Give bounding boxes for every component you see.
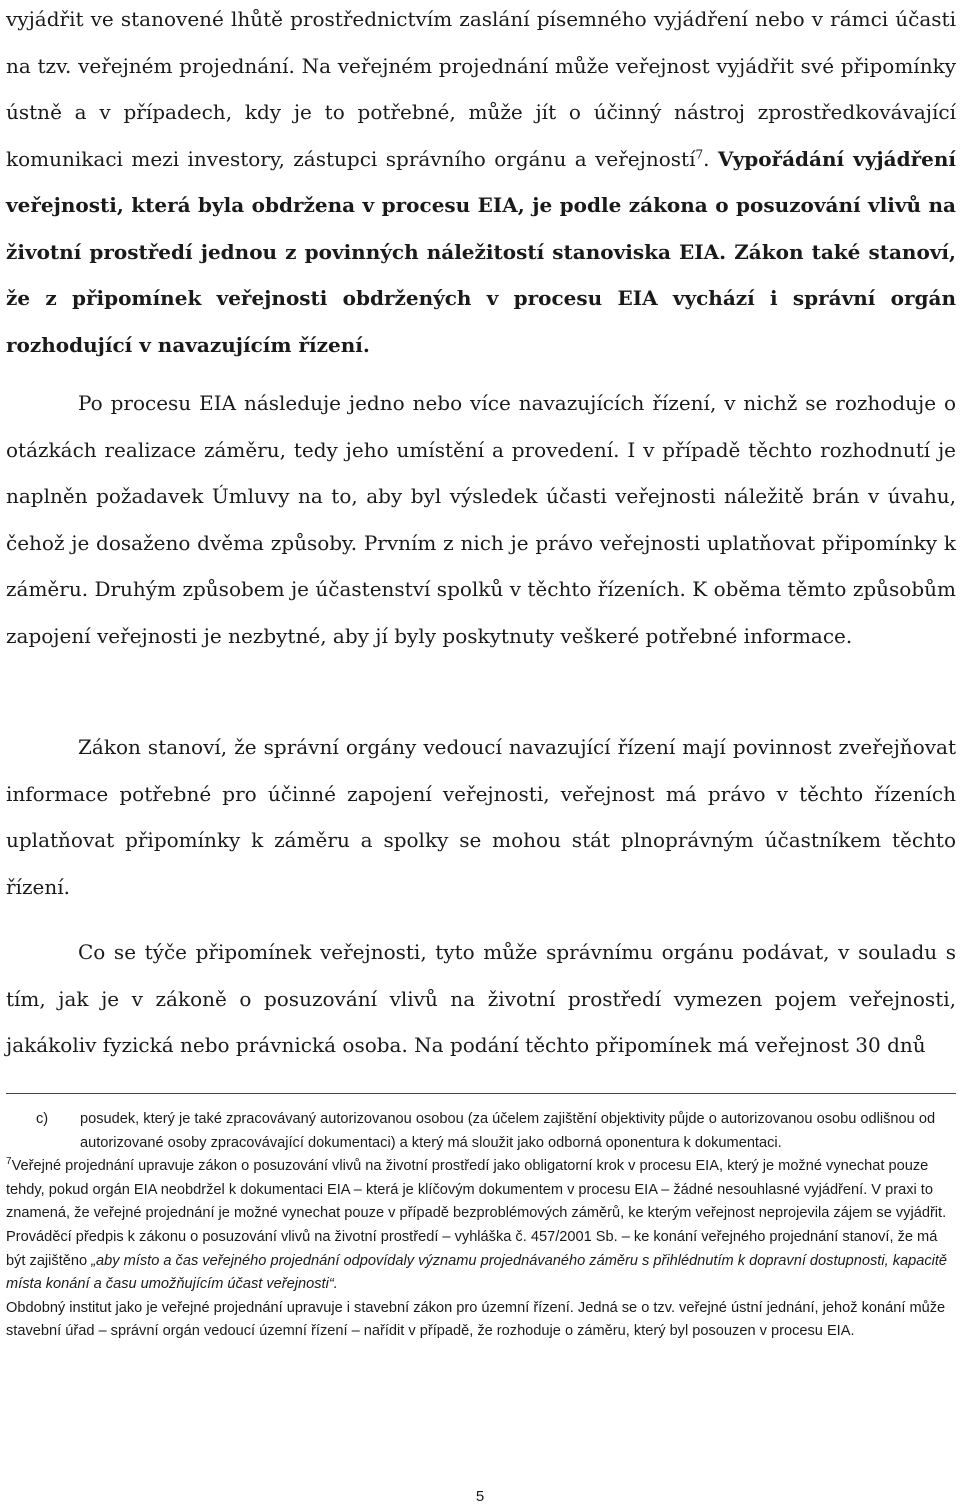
- footnote-7: [6, 1155, 952, 1344]
- footnote-text: Veřejné projednání upravuje zákon o posuzování vlivů na životní prostředí jako obligatorní krok v procesu EIA, který je možné vynechat pouze tehdy, pokud orgán EIA neobdržel k dokumentaci EIA – která je klíčovým dokumentem v procesu EIA – žádné nesouhlasné vyjádření. V praxi to znamená, že veřejné projednání je možné vynechat pouze v případě bezproblémových záměrů, ke kterým veřejnost neprojevila zájem se vyjádřit. Prováděcí předpis k zákonu o posuzování vlivů na životní prostředí – vyhláška č. 457/2001 Sb. – ke konání veřejného projednání stanoví, že má být zajištěno: [6, 1158, 947, 1269]
- paragraph-text: vyjádřit ve stanovené lhůtě prostřednictvím zaslání písemného vyjádření nebo v rámci účasti na tzv. veřejném projednání. Na veřejném projednání může veřejnost vyjádřit své připomínky ústně a v případech, kdy je to potřebné, může jít o účinný nástroj zprostředkovávající komunikaci mezi investory, zástupci správního orgánu a veřejností: [6, 7, 956, 171]
- paragraph-public-comments: Co se týče připomínek veřejnosti, tyto může správnímu orgánu podávat, v souladu s tím, jak je v zákoně o posuzování vlivů na životní prostředí vymezen pojem veřejnosti, jakákoliv fyzická nebo právnická osoba. Na podání těchto připomínek má veřejnost 30 dnů: [6, 940, 956, 1057]
- list-item-text: posudek, který je také zpracovávaný autorizovanou osobou (za účelem zajištění objektivity půjde o autorizovanou osobu odlišnou od autorizované osoby zpracovávající dokumentaci) a který má sloužit jako odborná oponentura k dokumentaci.: [80, 1111, 936, 1151]
- footnote-number: 7: [6, 1156, 12, 1168]
- footnote-text-continued: Obdobný institut jako je veřejné projednání upravuje i stavební zákon pro územní řízení. Jedná se o tzv. veřejné ústní jednání, jehož konání může stavební úřad – správní orgán vedoucí územní řízení – nařídit v případě, že rozhoduje o záměru, který byl posouzen v procesu EIA.: [6, 1299, 946, 1340]
- footnote-quote: „aby místo a čas veřejného projednání odpovídaly významu projednávaného záměru s přihlédnutím k dopravní dostupnosti, kapacitě místa konání a času umožňujícím účast veřejnosti“.: [6, 1252, 948, 1293]
- list-marker: c): [36, 1111, 49, 1127]
- footnotes-area: [6, 1108, 952, 1344]
- footnote-reference[interactable]: 7: [695, 146, 704, 161]
- paragraph-public-hearing: vyjádřit ve stanovené lhůtě prostřednictvím zaslání písemného vyjádření nebo v rámci účasti na tzv. veřejném projednání. Na veřejném projednání může veřejnost vyjádřit své připomínky ústně a v případech, kdy je to potřebné, může jít o účinný nástroj zprostředkovávající komunikaci mezi investory, zástupci správního orgánu a veřejností$^7$. Vypořádání vyjádření veřejnosti, která byla obdržena v procesu EIA, je podle zákona o posuzování vlivů na životní prostředí jednou z povinných náležitostí stanoviska EIA. Zákon také stanoví, že z připomínek veřejnosti obdržených v procesu EIA vychází i správní orgán rozhodující v navazujícím řízení.: [6, 7, 956, 357]
- paragraph-follow-up-proceedings: Po procesu EIA následuje jedno nebo více navazujících řízení, v nichž se rozhoduje o otázkách realizace záměru, tedy jeho umístění a provedení. I v případě těchto rozhodnutí je naplněn požadavek Úmluvy na to, aby byl výsledek účasti veřejnosti náležitě brán v úvahu, čehož je dosaženo dvěma způsoby. Prvním z nich je právo veřejnosti uplatňovat připomínky k záměru. Druhým způsobem je účastenství spolků v těchto řízeních. K oběma těmto způsobům zapojení veřejnosti je nezbytné, aby jí byly poskytnuty veškeré potřebné informace.: [6, 391, 956, 648]
- paragraph-law-statement: Zákon stanoví, že správní orgány vedoucí navazující řízení mají povinnost zveřejňovat informace potřebné pro účinné zapojení veřejnosti, veřejnost má právo v těchto řízeních uplatňovat připomínky k záměru a spolky se mohou stát plnoprávným účastníkem těchto řízení.: [6, 735, 956, 899]
- bold-statement: Vypořádání vyjádření veřejnosti, která byla obdržena v procesu EIA, je podle zákona o posuzování vlivů na životní prostředí jednou z povinných náležitostí stanoviska EIA. Zákon také stanoví, že z připomínek veřejnosti obdržených v procesu EIA vychází i správní orgán rozhodující v navazujícím řízení.: [6, 146, 956, 357]
- footnote-list-item-c: [6, 1108, 952, 1155]
- page-number: 5: [475, 1488, 485, 1505]
- footnote-separator: [6, 1093, 956, 1094]
